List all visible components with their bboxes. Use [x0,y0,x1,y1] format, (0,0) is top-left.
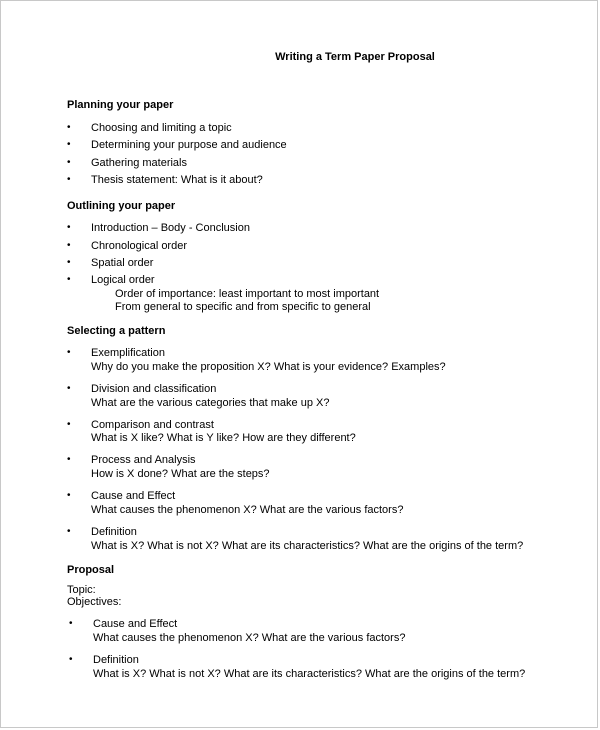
bullet-icon: • [67,347,71,358]
bullet-icon: • [69,654,73,665]
bullet-icon: • [67,490,71,501]
section-heading-outlining: Outlining your paper [67,200,176,212]
document-title: Writing a Term Paper Proposal [275,51,435,63]
bullet-icon: • [67,257,71,268]
bullet-icon: • [67,240,71,251]
bullet-icon: • [67,174,71,185]
bullet-icon: • [67,157,71,168]
bullet-icon: • [67,122,71,133]
bullet-icon: • [67,274,71,285]
bullet-icon: • [67,454,71,465]
document-page: Writing a Term Paper Proposal Planning your paper • Choosing and limiting a topic • Determining your purpose and audience • Gathering materials • Thesis statement: What is it about? Outlining your paper • Introduction – Body - Conclusion • Chronological order • Spatial order • Logical order Order of importance: least important to most important From general to specific and from specific to general Selecting a pattern • Exemplification Why do you make the proposition X? What is your evidence? Examples? • Division and classification What are the various categories that make up X? • Comparison and contrast What is X like? What is Y like? How are they different? • Process and Analysis How is X done? What are the steps? • Cause and Effect What causes the phenomenon X? What are the various factors? • Definition What is X? What is not X? What are its characteristics? What are the origins of the term? Proposal Topic: Objectives: • Cause and Effect What causes the phenomenon X? What are the various factors? • Definition What is X? What is not X? What are its characteristics? What are the origins of the term? [0,0,598,728]
objectives-label: Objectives: [67,596,122,608]
bullet-icon: • [67,526,71,537]
section-heading-pattern: Selecting a pattern [67,325,166,337]
sub-item: From general to specific and from specific to general [115,301,371,313]
topic-label: Topic: [67,584,96,596]
bullet-icon: • [69,618,73,629]
section-heading-proposal: Proposal [67,564,115,576]
bullet-icon: • [67,222,71,233]
sub-item: Order of importance: least important to most important [115,288,380,300]
bullet-icon: • [67,383,71,394]
bullet-icon: • [67,419,71,430]
bullet-icon: • [67,139,71,150]
section-heading-planning: Planning your paper [67,99,174,111]
